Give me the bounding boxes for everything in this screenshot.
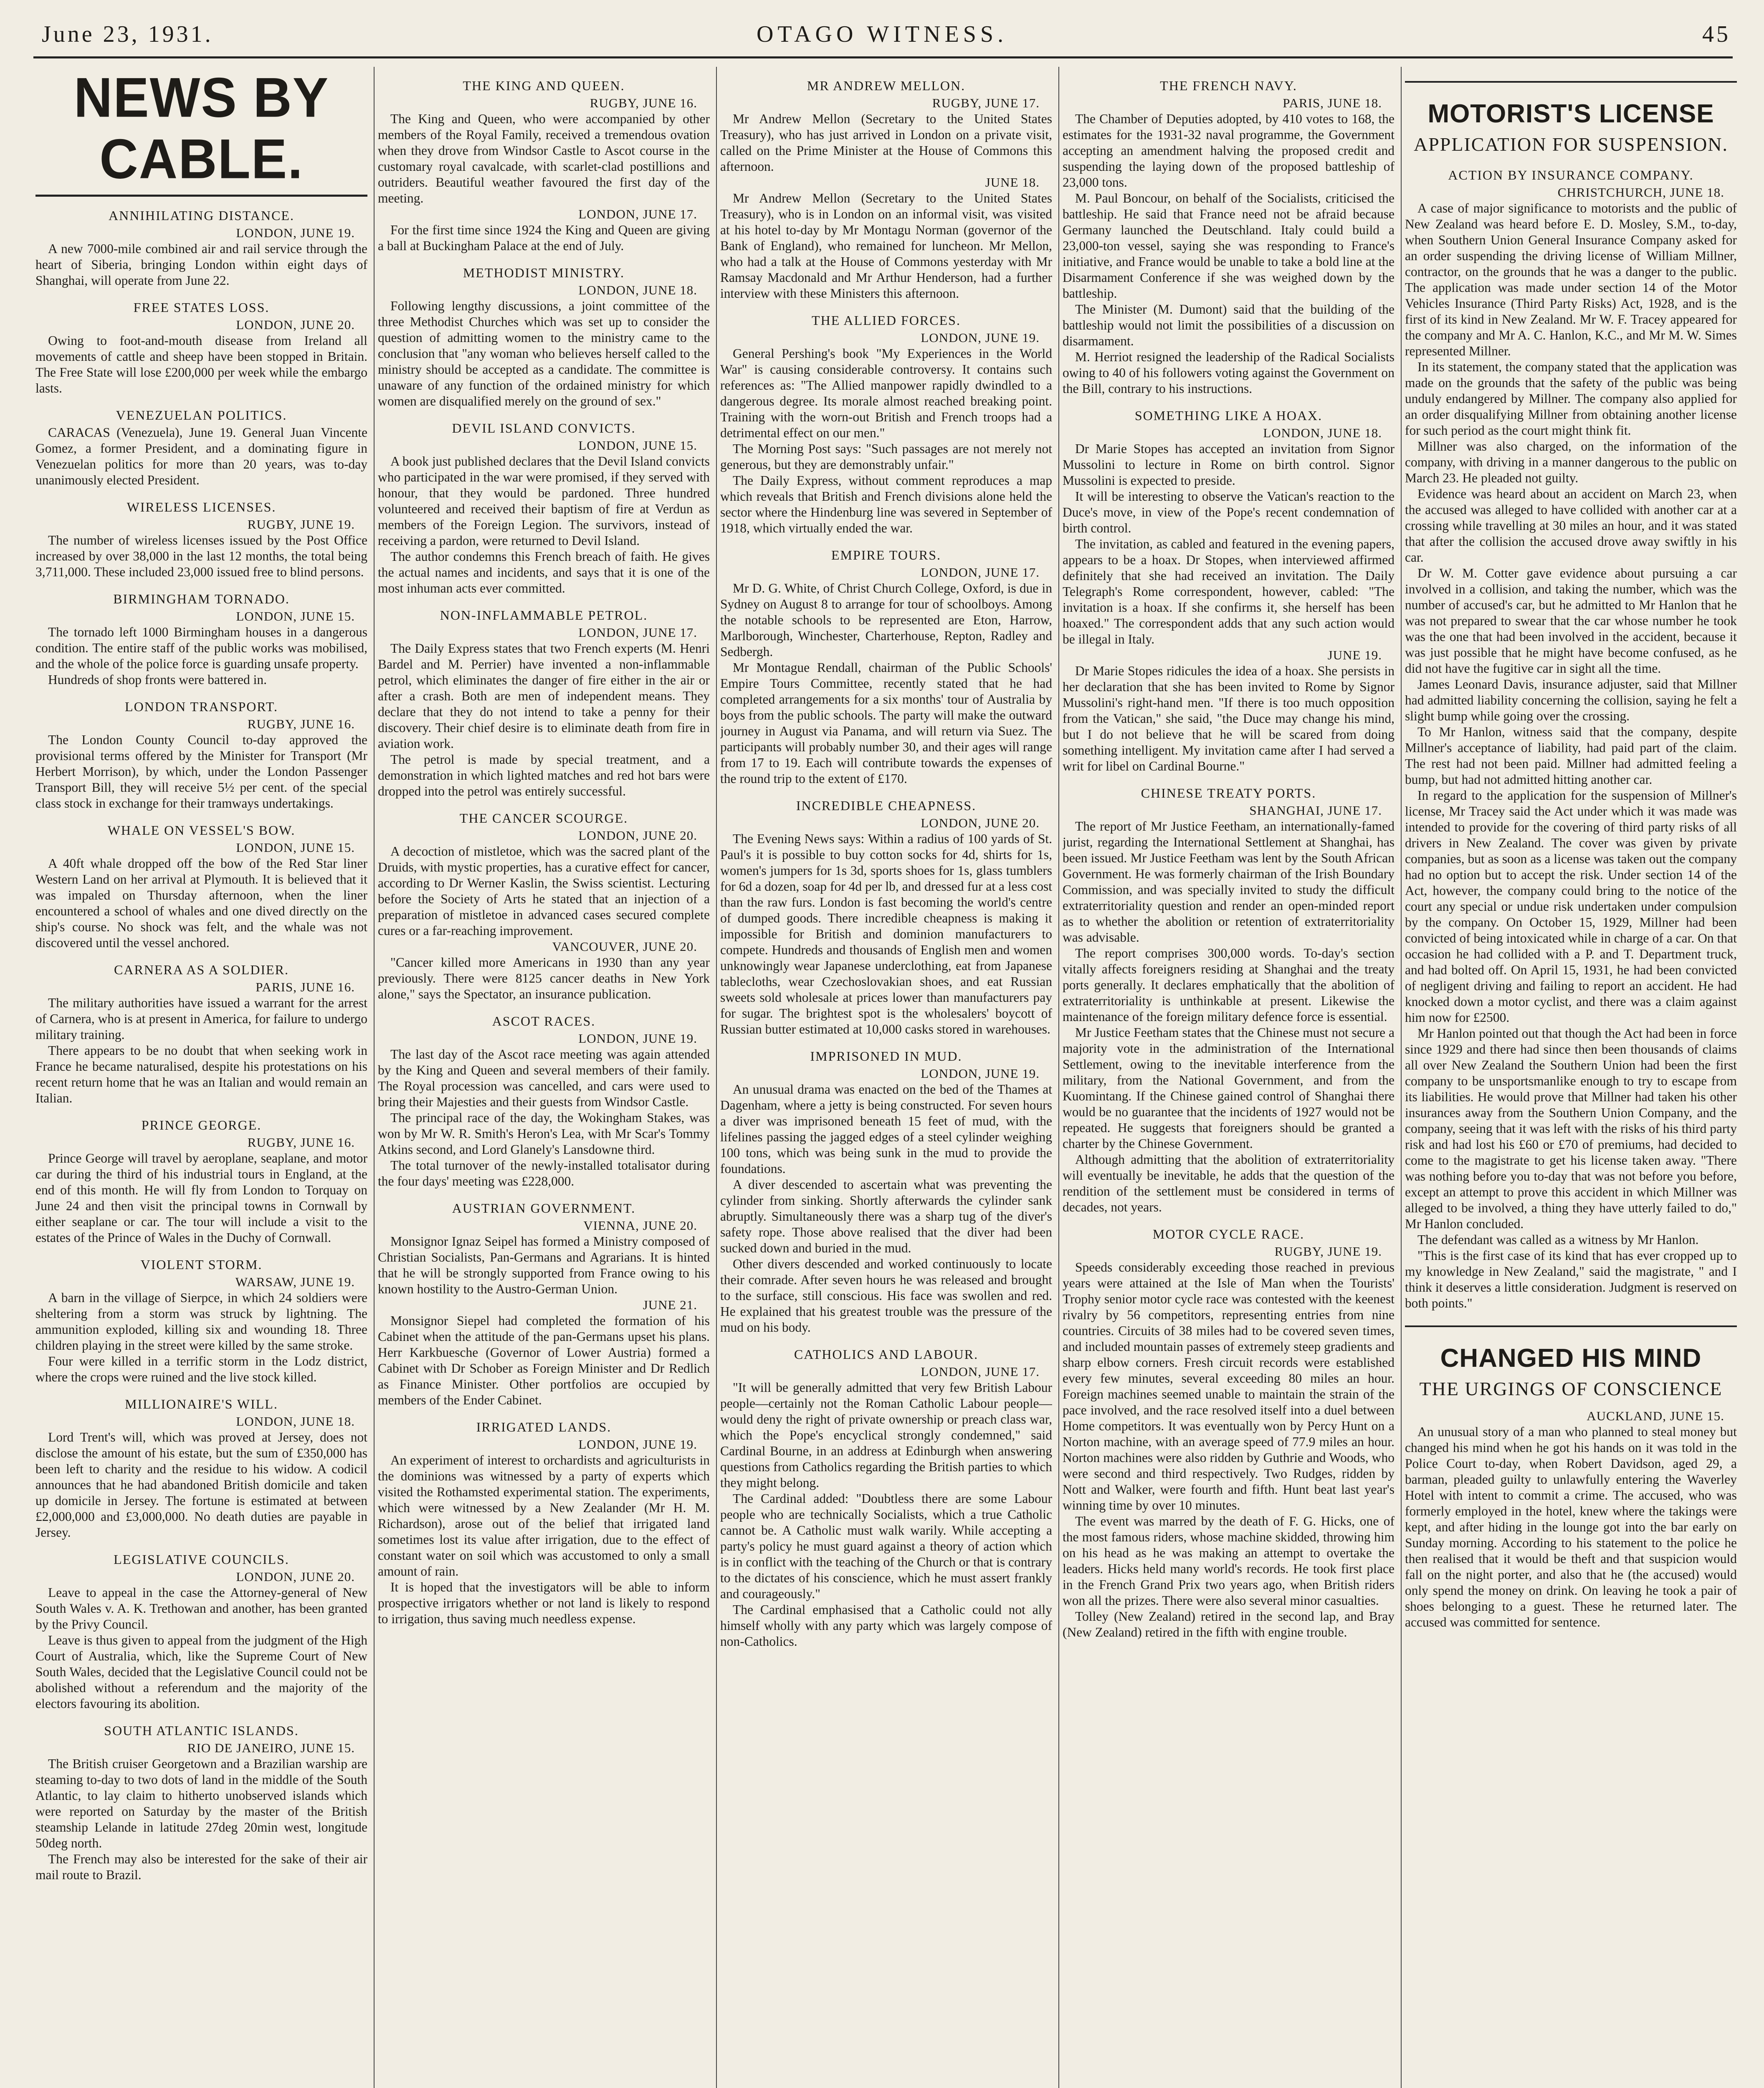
article xyxy=(378,1200,710,1297)
article-paragraph: The King and Queen, who were accompanied by other members of the Royal Family, received a tremendous ovation when they drove from Windsor Castle to Ascot course in the customary royal cavalcade, with scarlet-clad postillions and outriders. Beautiful weather favoured the first day of the meeting. xyxy=(378,111,710,205)
article-paragraph: A barn in the village of Sierpce, in which 24 soldiers were sheltering from a storm was struck by lightning. The ammunition exploded, killing six and wounding 18. Three children playing in the street were killed by the same stroke. xyxy=(35,1290,367,1353)
article xyxy=(378,1297,710,1408)
article-dateline: LONDON, JUNE 17. xyxy=(921,1364,1040,1379)
article-headline: LONDON TRANSPORT. xyxy=(125,699,278,714)
article-dateline: VANCOUVER, JUNE 20. xyxy=(552,939,697,954)
article xyxy=(35,1396,367,1541)
article-paragraph: The number of wireless licenses issued by the Post Office increased by over 38,000 in the last 12 months, the total being 3,711,000. These included 23,000 issued free to blind persons. xyxy=(35,533,367,579)
article xyxy=(35,822,367,951)
article-headline: MR ANDREW MELLON. xyxy=(807,78,966,93)
article-headline: IMPRISONED IN MUD. xyxy=(810,1049,962,1064)
article-headline: DEVIL ISLAND CONVICTS. xyxy=(452,421,636,436)
article-headline: THE KING AND QUEEN. xyxy=(463,78,625,93)
article-paragraph: The total turnover of the newly-installed totalisator during the four days' meeting was £228,000. xyxy=(378,1158,710,1188)
column-rule xyxy=(1401,67,1402,2088)
article-headline: WIRELESS LICENSES. xyxy=(127,499,276,514)
article-paragraph: "This is the first case of its kind that has ever cropped up to my knowledge in New Zealand," said the magistrate, " and I think it deserves a little consideration. Judgment is reserved on both points." xyxy=(1405,1248,1737,1310)
article xyxy=(1063,785,1394,1215)
article-paragraph: Mr D. G. White, of Christ Church College, Oxford, is due in Sydney on August 8 to arrange for tour of schoolboys. Among the notable schools to be represented are Eton, Harrow, Marlborough, Winchester, Charterhouse, Repton, Radley and Sedbergh. xyxy=(720,581,1052,659)
article-paragraph: The author condemns this French breach of faith. He gives the actual names and incidents, and says that it is one of the most inhuman acts ever committed. xyxy=(378,549,710,595)
article-paragraph: The report comprises 300,000 words. To-day's section vitally affects foreigners residing at Shanghai and the treaty ports generally. It declares emphatically that the abolition of extraterritoriality is unthinkable at present. Likewise the maintenance of the foreign military defence force is essential. xyxy=(1063,946,1394,1024)
column-rule xyxy=(374,67,375,2088)
article-paragraph: Owing to foot-and-mouth disease from Ireland all movements of cattle and sheep have been stopped in Britain. The Free State will lose £200,000 per week while the embargo lasts. xyxy=(35,333,367,395)
article xyxy=(720,798,1052,1037)
article xyxy=(35,208,367,289)
article-dateline: LONDON, JUNE 20. xyxy=(578,828,697,843)
article-paragraph: The Daily Express, without comment reproduces a map which reveals that British and French divisions alone held the sector where the Hindenburg line was severed in September of 1918, which virtually ended the war. xyxy=(720,473,1052,535)
article-paragraph: James Leonard Davis, insurance adjuster, said that Millner had admitted liability concerning the collision, saying he felt a slight bump while going over the crossing. xyxy=(1405,677,1737,723)
article-dateline: LONDON, JUNE 19. xyxy=(578,1437,697,1452)
article-dateline: LONDON, JUNE 20. xyxy=(921,816,1040,830)
column-4 xyxy=(1063,67,1394,2088)
article-dateline: LONDON, JUNE 18. xyxy=(236,1414,355,1429)
article xyxy=(720,547,1052,787)
article-paragraph: The British cruiser Georgetown and a Brazilian warship are steaming to-day to two dots of land in the middle of the South Atlantic, to lay claim to hitherto unobserved islands which were reported on Saturday by the master of the British steamship Lelande in latitude 27deg 20min west, longitude 50deg north. xyxy=(35,1756,367,1850)
article-dateline: LONDON, JUNE 19. xyxy=(921,330,1040,345)
article-paragraph: The last day of the Ascot race meeting was again attended by the King and Queen and several members of their family. The Royal procession was cancelled, and cars were used to bring their Majesties and their guests from Windsor Castle. xyxy=(378,1047,710,1109)
issue-date: June 23, 1931. xyxy=(42,21,213,47)
article xyxy=(35,591,367,688)
article-headline: THE FRENCH NAVY. xyxy=(1160,78,1297,93)
article-paragraph: Mr Justice Feetham states that the Chinese must not secure a majority vote in the administration of the International Settlement, owing to the inevitable interference from the military, from the National Government, and from the Kuomintang. If the Chinese gained control of Shanghai there would be no guarantee that the incidents of 1927 would not be repeated. He suggests that foreigners should be granted a charter by the Chinese Government. xyxy=(1063,1025,1394,1151)
article-paragraph: Mr Montague Rendall, chairman of the Public Schools' Empire Tours Committee, recently stated that he had completed arrangements for a six months' tour of Australia by boys from the public schools. The party will make the outward journey in August via Panama, and will return via Suez. The participants will probably number 30, and their ages will range from 17 to 19. Each will contribute towards the expenses of the round trip to the extent of £170. xyxy=(720,660,1052,786)
column-3 xyxy=(720,67,1052,2088)
article xyxy=(35,499,367,580)
article-dateline: WARSAW, JUNE 19. xyxy=(235,1275,355,1289)
article xyxy=(35,962,367,1106)
news-by-cable-banner: NEWS BY CABLE. xyxy=(73,67,329,191)
article-paragraph: The petrol is made by special treatment, and a demonstration in which lighted matches and red hot bars were dropped into the petrol was entirely successful. xyxy=(378,752,710,798)
article-paragraph: Mr Andrew Mellon (Secretary to the United States Treasury), who has just arrived in London on a private visit, called on the Prime Minister at the House of Commons this afternoon. xyxy=(720,111,1052,174)
article-paragraph: A 40ft whale dropped off the bow of the Red Star liner Western Land on her arrival at Plymouth. It is believed that it was impaled on Thursday afternoon, when the liner encountered a school of whales and one dived directly on the ship's course. No shock was felt, and the whale was not discovered until the vessel anchored. xyxy=(35,856,367,950)
article-paragraph: Monsignor Siepel had completed the formation of his Cabinet when the attitude of the pan-Germans upset his plans. Herr Karkbuesche (Governor of Lower Austria) formed a Cabinet with Dr Schober as Foreign Minister and Dr Redlich as Finance Minister. Other portfolios are occupied by members of the Ender Cabinet. xyxy=(378,1313,710,1407)
article-dateline: LONDON, JUNE 20. xyxy=(236,1569,355,1584)
article-paragraph: Millner was also charged, on the information of the company, with driving in a manner dangerous to the public on March 23. He pleaded not guilty. xyxy=(1405,439,1737,485)
article-paragraph: The Minister (M. Dumont) said that the building of the battleship would not limit the possibilities of a discussion on disarmament. xyxy=(1063,302,1394,348)
article-paragraph: The event was marred by the death of F. G. Hicks, one of the most famous riders, whose machine skidded, throwing him on his head as he was making an attempt to overtake the leaders. Hicks held many world's records. He took first place in the French Grand Prix two years ago, when British riders won all the prizes. There were also several minor casualties. xyxy=(1063,1514,1394,1608)
article-paragraph: The Morning Post says: "Such passages are not merely not generous, but they are demonstrably unfair." xyxy=(720,441,1052,472)
article-headline: AUSTRIAN GOVERNMENT. xyxy=(452,1201,636,1216)
article-paragraph: Tolley (New Zealand) retired in the second lap, and Bray (New Zealand) retired in the fifth with engine trouble. xyxy=(1063,1609,1394,1639)
article-dateline: RUGBY, JUNE 17. xyxy=(932,96,1040,110)
article-dateline: LONDON, JUNE 19. xyxy=(921,1066,1040,1081)
article-headline: MILLIONAIRE'S WILL. xyxy=(125,1396,278,1411)
article xyxy=(378,810,710,939)
article-headline: MOTOR CYCLE RACE. xyxy=(1152,1226,1305,1242)
article-paragraph: General Pershing's book "My Experiences in the World War" is causing considerable controversy. It contains such references as: "The Allied manpower rapidly dwindled to a dangerous degree. Its morale almost reached breaking point. Training with the worn-out British and French troops had a detrimental effect on our men." xyxy=(720,346,1052,440)
motorist-title: ACTION BY INSURANCE COMPANY. xyxy=(1448,167,1694,182)
article-dateline: RUGBY, JUNE 19. xyxy=(1274,1244,1382,1259)
article-headline: ANNIHILATING DISTANCE. xyxy=(109,208,294,223)
article xyxy=(1063,408,1394,647)
article-headline: IRRIGATED LANDS. xyxy=(476,1419,612,1434)
article-paragraph: Hundreds of shop fronts were battered in. xyxy=(48,672,267,687)
article-paragraph: In its statement, the company stated that the application was made on the grounds that the safety of the public was being unduly endangered by Millner. The company also applied for an order disqualifying Millner from obtaining another license for such period as the court might think fit. xyxy=(1405,360,1737,438)
article-dateline: PARIS, JUNE 16. xyxy=(256,980,355,994)
column-2 xyxy=(378,67,710,2088)
column-rule xyxy=(1058,67,1059,2088)
article-paragraph: Although admitting that the abolition of extraterritoriality will eventually be inevitable, he adds that the question of the rendition of the settlement must be considered in terms of decades, not years. xyxy=(1063,1152,1394,1214)
article-paragraph: A decoction of mistletoe, which was the sacred plant of the Druids, with mystic properties, has a curative effect for cancer, according to Dr Werner Kaslin, the Swiss scientist. Lecturing before the Society of Arts he stated that an injection of a preparation of mistletoe in advanced cases secured complete cures or a far-reaching improvement. xyxy=(378,844,710,938)
article-dateline: LONDON, JUNE 17. xyxy=(921,565,1040,580)
article-dateline: JUNE 18. xyxy=(985,175,1040,190)
header-rule xyxy=(33,56,1733,58)
article-headline: WHALE ON VESSEL'S BOW. xyxy=(107,823,296,838)
article xyxy=(35,1257,367,1385)
article-paragraph: The principal race of the day, the Wokingham Stakes, was won by Mr W. R. Smith's Heron's Lea, with Mr Scar's Tommy Atkins second, and Lord Glanely's Lansdowne third. xyxy=(378,1110,710,1157)
article xyxy=(378,1419,710,1627)
article-paragraph: A case of major significance to motorists and the public of New Zealand was heard before E. D. Mosley, S.M., to-day, when Southern Union General Insurance Company asked for an order suspending the driving license of William Millner, contractor, on the grounds that he was a danger to the public. The application was made under section 14 of the Motor Vehicles Insurance (Third Party Risks) Act, 1928, and is the first of its kind in New Zealand. Mr W. F. Tracey appeared for the company and Mr A. C. Hanlon, K.C., and Mr M. W. Simes represented Millner. xyxy=(1405,201,1737,358)
article-paragraph: A diver descended to ascertain what was preventing the cylinder from sinking. Shortly afterwards the cylinder sank abruptly. Simultaneously there was a sharp tug of the diver's safety rope. Those above realised that the diver had been sucked down and buried in the mud. xyxy=(720,1177,1052,1255)
changed-heading: CHANGED HIS MIND xyxy=(1440,1344,1702,1373)
article-headline: PRINCE GEORGE. xyxy=(141,1117,262,1133)
article-paragraph: M. Herriot resigned the leadership of the Radical Socialists owing to 40 of his followers voting against the Government on the Bill, contrary to his instructions. xyxy=(1063,350,1394,396)
article-headline: CATHOLICS AND LABOUR. xyxy=(794,1347,979,1362)
article-paragraph: Four were killed in a terrific storm in the Lodz district, where the crops were ruined and the live stock killed. xyxy=(35,1354,367,1384)
article-paragraph: Following lengthy discussions, a joint committee of the three Methodist Churches which was set up to consider the question of admitting women to the ministry came to the conclusion that "any woman who believes herself called to the ministry should be accepted as a candidate. The committee is unaware of any function of the ordained ministry for which women are disqualified merely on the ground of sex." xyxy=(378,299,710,408)
article-headline: INCREDIBLE CHEAPNESS. xyxy=(796,798,977,813)
article-headline: FREE STATES LOSS. xyxy=(133,300,270,315)
article-paragraph: Speeds considerably exceeding those reached in previous years were attained at the Isle of Man when the Tourists' Trophy senior motor cycle race was contested with the keenest rivalry by 56 competitors, representing entries from nine countries. Circuits of 38 miles had to be covered seven times, and included mountain passes of extremely steep gradients and sharp elbow corners. Fresh circuit records were established every few minutes, several exceeding 80 miles an hour. Foreign machines seemed unable to maintain the strain of the pace involved, and the race resolved itself into a duel between Home competitors. It was eventually won by Percy Hunt on a Norton machine, with an average speed of 77.9 miles an hour. Norton machines were also ridden by Guthrie and Woods, who were second and third respectively. Two Rudges, ridden by Nott and Walker, were fourth and fifth. Hunt beat last year's winning time by over 10 minutes. xyxy=(1063,1260,1394,1513)
article-paragraph: Other divers descended and worked continuously to locate their comrade. After seven hours he was released and brought to the surface, still conscious. His face was swollen and red. He explained that his greatest trouble was the pressure of the mud on his body. xyxy=(720,1257,1052,1335)
article-paragraph: A new 7000-mile combined air and rail service through the heart of Siberia, bringing London within eight days of Shanghai, will operate from June 22. xyxy=(35,241,367,288)
changed-title: THE URGINGS OF CONSCIENCE xyxy=(1419,1378,1723,1399)
article-paragraph: M. Paul Boncour, on behalf of the Socialists, criticised the battleship. He said that France need not be afraid because Germany launched the Deutschland. Italy could build a 23,000-ton vessel, saying she was responding to France's initiative, and France would be unable to take a bold line at the Disarmament Conference if she was weighed down by the battleship. xyxy=(1063,191,1394,301)
article xyxy=(1063,78,1394,397)
article-paragraph: To Mr Hanlon, witness said that the company, despite Millner's acceptance of liability, had paid part of the claim. The rest had not been paid. Millner had admitted feeling a bump, but had not admitted hitting another car. xyxy=(1405,725,1737,787)
article-paragraph: The invitation, as cabled and featured in the evening papers, appears to be a hoax. Dr Stopes, when interviewed affirmed definitely that she had received an invitation. The Daily Telegraph's Rome correspondent, however, cabled: "The invitation is a hoax. If she confirms it, she herself has been hoaxed." The correspondent adds that any such action would be illegal in Italy. xyxy=(1063,537,1394,646)
article-paragraph: Dr Marie Stopes has accepted an invitation from Signor Mussolini to lecture in Rome on birth control. Signor Mussolini is expected to preside. xyxy=(1063,441,1394,488)
article-dateline: LONDON, JUNE 15. xyxy=(236,609,355,623)
article-headline: CARNERA AS A SOLDIER. xyxy=(114,962,289,977)
article-paragraph: There appears to be no doubt that when seeking work in France he became naturalised, despite his protestations on his recent return home that he was an Italian and would remain an Italian. xyxy=(35,1043,367,1105)
article-paragraph: Mr Hanlon pointed out that though the Act had been in force since 1929 and there had since then been thousands of claims all over New Zealand the Southern Union had been the first company to be unsportsmanlike enough to try to escape from its liabilities. He would prove that Millner had taken his other insurances away from the Southern Union Company, and the company, seeing that it was left with the risks of his third party risk and had lost his £60 or £70 of premiums, had decided to come to the magistrate to get his license taken away. "There was nothing before you to-day that was not before you before, except an attempt to prove this accident in which Millner was alleged to be involved, a thing they have utterly failed to do," Mr Hanlon concluded. xyxy=(1405,1026,1737,1231)
article-paragraph: It will be interesting to observe the Vatican's reaction to the Duce's move, in view of the Pope's recent condemnation of birth control. xyxy=(1063,489,1394,535)
article-paragraph: The defendant was called as a witness by Mr Hanlon. xyxy=(1417,1232,1699,1247)
article-dateline: LONDON, JUNE 17. xyxy=(578,625,697,640)
column-rule xyxy=(716,67,717,2088)
article-paragraph: "It will be generally admitted that very few British Labour people—certainly not the Roman Catholic Labour people—would deny the right of private ownership or preach class war, which the Pope's encyclical strongly condemned," said Cardinal Bourne, in an address at Edinburgh when answering questions from Catholics regarding the British parties to which they might belong. xyxy=(720,1380,1052,1490)
article-headline: SOMETHING LIKE A HOAX. xyxy=(1134,408,1323,423)
article xyxy=(1063,647,1394,774)
page-number: 45 xyxy=(1702,21,1731,47)
article-paragraph: For the first time since 1924 the King and Queen are giving a ball at Buckingham Palace at the end of July. xyxy=(378,223,710,253)
article xyxy=(378,265,710,409)
article-paragraph: The military authorities have issued a warrant for the arrest of Carnera, who is at present in America, for failure to undergo military training. xyxy=(35,996,367,1042)
article xyxy=(35,1117,367,1246)
article-headline: METHODIST MINISTRY. xyxy=(463,265,625,280)
article-paragraph: The tornado left 1000 Birmingham houses in a dangerous condition. The entire staff of the public works was mobilised, and the whole of the police force is guarding unsafe property. xyxy=(35,625,367,671)
article-dateline: LONDON, JUNE 18. xyxy=(1263,426,1382,440)
article-dateline: LONDON, JUNE 18. xyxy=(578,283,697,297)
article-paragraph: The French may also be interested for the sake of their air mail route to Brazil. xyxy=(35,1852,367,1882)
article xyxy=(720,175,1052,302)
article xyxy=(378,607,710,799)
article-paragraph: A book just published declares that the Devil Island convicts who participated in the war were promised, if they served with honour, that they would be pardoned. Three hundred volunteered and received their baptism of fire at Verdun as members of the Foreign Legion. The survivors, instead of receiving a pardon, were returned to Devil Island. xyxy=(378,454,710,548)
article-paragraph: The Daily Express states that two French experts (M. Henri Bardel and M. Perrier) have invented a non-inflammable petrol, which eliminates the danger of fire either in the air or after a crash. Both are men of independent means. They declare that they do not intend to take a penny for their discovery. Their chief desire is to eliminate death from fire in aviation work. xyxy=(378,641,710,751)
article-headline: VENEZUELAN POLITICS. xyxy=(116,408,287,423)
article-paragraph: An experiment of interest to orchardists and agriculturists in the dominions was witnessed by a party of experts which visited the Rothamsted experimental station. The experiments, which were witnessed by a New Zealander (Mr H. M. Richardson), arose out of the belief that irrigated land sometimes lost its value after irrigation, due to the effect of constant water on soil which was accustomed to only a small amount of rain. xyxy=(378,1453,710,1579)
article-paragraph: The London County Council to-day approved the provisional terms offered by the Minister for Transport (Mr Herbert Morrison), by which, under the London Passenger Transport Bill, they will receive 5½ per cent. of the special class stock in exchange for their tramways undertakings. xyxy=(35,732,367,811)
article xyxy=(720,1346,1052,1650)
article-headline: SOUTH ATLANTIC ISLANDS. xyxy=(104,1723,299,1738)
changed-dateline: AUCKLAND, JUNE 15. xyxy=(1587,1409,1724,1423)
article-paragraph: "Cancer killed more Americans in 1930 than any year previously. There were 8125 cancer deaths in New York alone," says the Spectator, an insurance publication. xyxy=(378,955,710,1001)
article-paragraph: The Chamber of Deputies adopted, by 410 votes to 168, the estimates for the 1931-32 naval programme, the Government accepting an amendment halving the proposed credit and suspending the laying down of the proposed battleship of 23,000 tons. xyxy=(1063,111,1394,190)
article-paragraph: Dr W. M. Cotter gave evidence about pursuing a car involved in a collision, and taking the number, which was the number of accused's car, but he admitted to Mr Hanlon that he was not prepared to swear that the car whose number he took was the one that had been involved in the accident, because it was just possible that he might have become confused, as he did not have the fugitive car in sight all the time. xyxy=(1405,566,1737,676)
article-dateline: LONDON, JUNE 19. xyxy=(578,1031,697,1046)
article-paragraph: In regard to the application for the suspension of Millner's license, Mr Tracey said the Act under which it was made was intended to provide for the covering of third party risks of all drivers in New Zealand. The cover was given by private companies, but as soon as a license was taken out the company had no option but to accept the risk. Under section 14 of the Act, however, the company could bring to the notice of the court any special or undue risk undertaken under compulsion by the company. On October 15, 1929, Millner had been convicted of being intoxicated while in charge of a car. On that occasion he had collided with a P. and T. Department truck, and had bolted off. On April 15, 1931, he had been convicted of negligent driving and failing to report an accident. He had knocked down a motor cyclist, and there was a claim against him now for £2500. xyxy=(1405,788,1737,1025)
article xyxy=(35,407,367,488)
article-paragraph: Dr Marie Stopes ridicules the idea of a hoax. She persists in her declaration that she has been invited to Rome by Signor Mussolini's right-hand men. "If there is too much opposition from the Vatican," she said, "the Duce may change his mind, but I do not believe that he will be scared from doing something intelligent. My invitation came after I had served a writ for libel on Cardinal Bourne." xyxy=(1063,664,1394,773)
article-headline: NON-INFLAMMABLE PETROL. xyxy=(440,608,648,623)
article-dateline: VIENNA, JUNE 20. xyxy=(583,1218,697,1233)
article-headline: BIRMINGHAM TORNADO. xyxy=(113,591,290,606)
article-headline: ASCOT RACES. xyxy=(492,1014,596,1029)
article-paragraph: Mr Andrew Mellon (Secretary to the United States Treasury), who is in London on an informal visit, was visited at his hotel to-day by Mr Montagu Norman (governor of the Bank of England), who remained for luncheon. Mr Mellon, who had a talk at the House of Commons yesterday with Mr Ramsay Macdonald and Mr Arthur Henderson, had a further interview with these Ministers this afternoon. xyxy=(720,191,1052,301)
article-paragraph: The Cardinal emphasised that a Catholic could not ally himself wholly with any party which was largely compose of non-Catholics. xyxy=(720,1602,1052,1649)
article-headline: CHINESE TREATY PORTS. xyxy=(1141,786,1316,801)
article xyxy=(35,1551,367,1712)
article-paragraph: Monsignor Ignaz Seipel has formed a Ministry composed of Christian Socialists, Pan-Germans and Agrarians. It is hinted that he will be strongly supported from France owing to his known hostility to the Austro-German Union. xyxy=(378,1234,710,1296)
article-paragraph: An unusual drama was enacted on the bed of the Thames at Dagenham, where a jetty is being constructed. For seven hours a diver was imprisoned beneath 15 feet of mud, with the lifelines passing the jagged edges of a steel cylinder weighing 100 tons, which was being sunk in the mud to provide the foundations. xyxy=(720,1082,1052,1176)
article-paragraph: Evidence was heard about an accident on March 23, when the accused was alleged to have collided with another car at a crossing while travelling at 30 miles an hour, and it was stated that after the collision the accused drove away swiftly in his car. xyxy=(1405,487,1737,565)
article-dateline: LONDON, JUNE 17. xyxy=(578,207,697,221)
motorist-heading: MOTORIST'S LICENSE xyxy=(1427,99,1714,128)
article-paragraph: The Cardinal added: "Doubtless there are some Labour people who are technically Socialists, which a true Catholic cannot be. A Catholic must walk warily. While accepting a party's policy he must guard against a theory of action which is in conflict with the teaching of the Church or that is contrary to the dictates of his conscience, which he must assert frankly and courageously." xyxy=(720,1491,1052,1601)
article-dateline: LONDON, JUNE 15. xyxy=(236,840,355,855)
article xyxy=(1063,1226,1394,1640)
article-dateline: SHANGHAI, JUNE 17. xyxy=(1249,803,1382,818)
article-dateline: RIO DE JANEIRO, JUNE 15. xyxy=(187,1741,355,1755)
article-dateline: PARIS, JUNE 18. xyxy=(1283,96,1382,110)
article xyxy=(378,939,710,1002)
column-5 xyxy=(1405,67,1737,2088)
article-dateline: JUNE 21. xyxy=(643,1297,697,1312)
motorist-subheading: APPLICATION FOR SUSPENSION. xyxy=(1413,134,1729,155)
article xyxy=(378,420,710,596)
article xyxy=(35,299,367,396)
motorist-dateline: CHRISTCHURCH, JUNE 18. xyxy=(1557,185,1724,200)
article-paragraph: Leave is thus given to appeal from the judgment of the High Court of Australia, which, like the Supreme Court of New South Wales, decided that the Legislative Council could not be abolished without a referendum and the majority of the electors favouring its abolition. xyxy=(35,1633,367,1711)
section-rule xyxy=(1405,81,1737,83)
article-paragraph: Leave to appeal in the case the Attorney-general of New South Wales v. A. K. Trethowan and another, has been granted by the Privy Council. xyxy=(35,1585,367,1632)
article-dateline: LONDON, JUNE 20. xyxy=(236,317,355,332)
article xyxy=(378,206,710,254)
article-paragraph: Lord Trent's will, which was proved at Jersey, does not disclose the amount of his estate, but the sum of £350,000 has been left to charity and the residue to his widow. A codicil announces that he had abandoned British domicile and taken up domicile in Jersey. The fortune is estimated at between £2,000,000 and £3,000,000. No death duties are payable in Jersey. xyxy=(35,1430,367,1540)
article-headline: THE ALLIED FORCES. xyxy=(812,313,961,328)
section-rule xyxy=(1405,1325,1737,1327)
article xyxy=(35,1723,367,1883)
article-paragraph: The Evening News says: Within a radius of 100 yards of St. Paul's it is possible to buy cotton socks for 4d, shirts for 1s, women's jumpers for 1s 3d, sports shoes for 1s, glass tumblers for 6d a dozen, soap for 4d per lb, and dressed fur at a less cost than the raw furs. London is fast becoming the world's centre of dumped goods. There incredible cheapness is making it impossible for British and dominion manufacturers to compete. Hundreds and thousands of English men and women unknowingly wear Japanese underclothing, eat from Japanese tablecloths, wear Czechoslovakian shoes, and eat Russian sweets sold wholesale at prices lower than manufacturers pay for sugar. The brightest spot is the wholesalers' boycott of Russian butter estimated at 10,000 casks stored in warehouses. xyxy=(720,831,1052,1036)
article-paragraph: CARACAS (Venezuela), June 19. General Juan Vincente Gomez, a former President, and a dominating figure in Venezuelan politics for more than 20 years, was to-day unanimously elected President. xyxy=(35,425,367,487)
article-headline: LEGISLATIVE COUNCILS. xyxy=(114,1552,289,1567)
article xyxy=(378,78,710,206)
article-headline: THE CANCER SCOURGE. xyxy=(459,811,628,826)
article xyxy=(378,1013,710,1189)
column-1 xyxy=(35,67,367,2088)
newspaper-title: OTAGO WITNESS. xyxy=(756,21,1008,47)
article-dateline: LONDON, JUNE 15. xyxy=(578,438,697,453)
article-dateline: RUGBY, JUNE 16. xyxy=(247,717,355,731)
article-paragraph: An unusual story of a man who planned to steal money but changed his mind when he got his hands on it was told in the Police Court to-day, when Robert Davidson, aged 29, a barman, pleaded guilty to unlawfully entering the Waverley Hotel with intent to commit a crime. The accused, who was formerly employed in the hotel, knew where the takings were kept, and after hiding in the lounge got into the bar early on Sunday morning. According to his statement to the police he then realised that it would be theft and that suspicion would fall on the night porter, and also that he (the accused) would only spend the money on drink. On leaving he took a pair of shoes belonging to a guest. These he returned later. The accused was committed for sentence. xyxy=(1405,1424,1737,1629)
article-paragraph: It is hoped that the investigators will be able to inform prospective irrigators whether or not land is likely to respond to irrigation, thus saving much needless expense. xyxy=(378,1580,710,1626)
article-dateline: JUNE 19. xyxy=(1327,648,1382,662)
article-headline: EMPIRE TOURS. xyxy=(831,547,941,563)
article-dateline: RUGBY, JUNE 16. xyxy=(247,1135,355,1150)
article xyxy=(720,312,1052,536)
article xyxy=(720,1048,1052,1335)
article-paragraph: Prince George will travel by aeroplane, seaplane, and motor car during the third of his industrial tours in England, at the end of this month. He will fly from London to Torquay on June 24 and then visit the principal towns in Cornwall by either seaplane or car. The tour will include a visit to the estates of the Prince of Wales in the Duchy of Cornwall. xyxy=(35,1151,367,1245)
article-paragraph: The report of Mr Justice Feetham, an internationally-famed jurist, regarding the International Settlement at Shanghai, has been issued. Mr Justice Feetham was lent by the South African Government. He was formerly chairman of the Irish Boundary Commission, and was specially invited to study the difficult extraterritoriality question and render an open-minded report as to whether the abolition or retention of extraterritoriality was advisable. xyxy=(1063,819,1394,945)
article-headline: VIOLENT STORM. xyxy=(140,1257,263,1272)
article-dateline: RUGBY, JUNE 19. xyxy=(247,517,355,532)
article-dateline: RUGBY, JUNE 16. xyxy=(590,96,697,110)
page-header xyxy=(25,21,1739,50)
banner-rule xyxy=(35,195,367,197)
article-dateline: LONDON, JUNE 19. xyxy=(236,226,355,240)
article xyxy=(720,78,1052,175)
article xyxy=(35,699,367,811)
